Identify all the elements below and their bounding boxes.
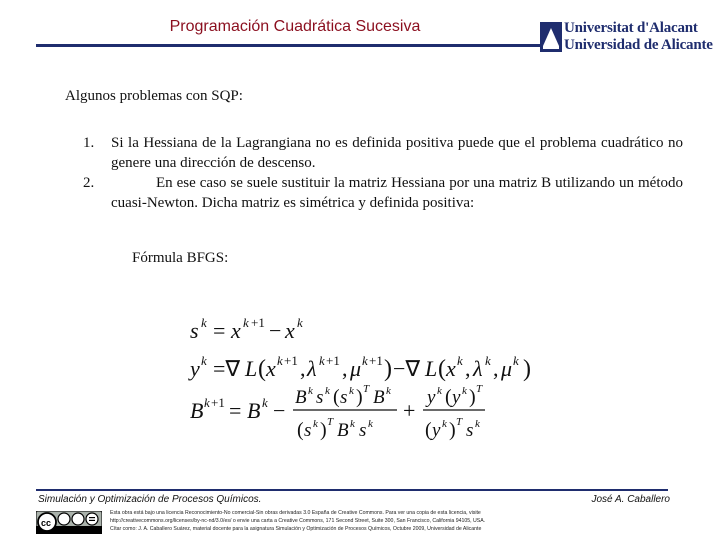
bfgs-label: Fórmula BFGS: bbox=[132, 250, 229, 266]
svg-text:+1: +1 bbox=[211, 395, 225, 410]
svg-text:s: s bbox=[316, 387, 324, 408]
svg-text:k: k bbox=[462, 385, 467, 397]
formula-bfgs-update bbox=[190, 383, 485, 441]
svg-text:+1: +1 bbox=[326, 353, 340, 368]
university-emblem-icon bbox=[540, 22, 562, 52]
page-title: Programación Cuadrática Sucesiva bbox=[169, 18, 421, 35]
svg-text:−: − bbox=[269, 318, 282, 343]
license-line: Esta obra está bajo una licencia Reconocimiento-No comercial-Sin obras derivadas 3.0 España de Creative Commons. Para ver una copia de esta licencia, visite bbox=[110, 510, 481, 516]
svg-text:s: s bbox=[190, 318, 199, 343]
list-item-number: 2. bbox=[83, 175, 95, 191]
section-subtitle: Algunos problemas con SQP: bbox=[65, 88, 243, 104]
svg-text:L: L bbox=[245, 356, 258, 381]
license-line: http://creativecommons.org/licenses/by-nc-nd/3.0/es/ o envie una carta a Creative Commons, 171 Second Street, Suite 300, San Francisco, California 94105, USA. bbox=[110, 518, 486, 524]
svg-text:−: − bbox=[273, 398, 286, 423]
svg-text:x: x bbox=[231, 318, 241, 343]
license-text bbox=[110, 509, 680, 533]
svg-text:(: ( bbox=[258, 356, 266, 382]
list-item bbox=[83, 133, 683, 173]
svg-text:λ: λ bbox=[307, 356, 317, 381]
svg-text:k: k bbox=[201, 353, 207, 368]
svg-text:k: k bbox=[243, 315, 249, 330]
svg-text:+: + bbox=[403, 398, 416, 423]
list-item-text: En ese caso se suele sustituir la matriz Hessiana por una matriz B utilizando un método cuasi-Newton. Dicha matriz es simétrica y definida positiva: bbox=[111, 175, 683, 211]
svg-text:(: ( bbox=[438, 356, 446, 382]
list-item-number: 1. bbox=[83, 135, 95, 151]
svg-text:−∇: −∇ bbox=[393, 356, 421, 381]
svg-text:y: y bbox=[452, 387, 461, 408]
svg-text:μ: μ bbox=[501, 356, 513, 381]
header-divider bbox=[36, 44, 541, 47]
svg-text:=∇: =∇ bbox=[213, 356, 241, 381]
svg-text:cc: cc bbox=[41, 518, 52, 528]
creative-commons-badge-icon bbox=[36, 511, 102, 534]
svg-text:k: k bbox=[313, 418, 318, 430]
svg-text:k: k bbox=[475, 418, 480, 430]
svg-text:s: s bbox=[359, 420, 367, 441]
svg-text:T: T bbox=[327, 416, 334, 428]
svg-text:μ: μ bbox=[350, 356, 362, 381]
svg-text:): ) bbox=[469, 386, 476, 408]
formula-s bbox=[190, 315, 303, 343]
license-line: Cítar como: J. A. Caballero Suárez, material docente para la asignatura Simulación y Optimización de Procesos Químicos, Octubre 2009, Universidad de Alicante bbox=[110, 526, 482, 532]
svg-text:k: k bbox=[325, 385, 330, 397]
svg-text:x: x bbox=[266, 356, 276, 381]
svg-text:k: k bbox=[277, 353, 283, 368]
svg-text:,: , bbox=[342, 356, 348, 381]
svg-text:k: k bbox=[368, 418, 373, 430]
svg-text:,: , bbox=[465, 356, 471, 381]
svg-text:,: , bbox=[300, 356, 306, 381]
svg-text:x: x bbox=[446, 356, 456, 381]
svg-text:k: k bbox=[349, 385, 354, 397]
svg-text:y: y bbox=[427, 387, 436, 408]
svg-text:): ) bbox=[384, 356, 392, 382]
svg-text:k: k bbox=[297, 315, 303, 330]
svg-text:): ) bbox=[356, 386, 363, 408]
footer-divider bbox=[36, 489, 668, 491]
svg-text:s: s bbox=[304, 420, 312, 441]
list-item bbox=[83, 173, 683, 213]
svg-text:): ) bbox=[320, 419, 327, 441]
svg-text:(: ( bbox=[297, 419, 304, 441]
svg-text:T: T bbox=[363, 383, 370, 395]
svg-text:k: k bbox=[262, 395, 268, 410]
svg-text:k: k bbox=[457, 353, 463, 368]
logo-line-2: Universidad de Alicante bbox=[564, 37, 713, 53]
list-item-text: Si la Hessiana de la Lagrangiana no es definida positiva puede que el problema cuadrático no genere una dirección de descenso. bbox=[111, 135, 683, 171]
svg-text:y: y bbox=[432, 420, 441, 441]
svg-text:k: k bbox=[319, 353, 325, 368]
svg-text:k: k bbox=[308, 385, 313, 397]
svg-text:x: x bbox=[285, 318, 295, 343]
formula-y bbox=[188, 353, 531, 382]
svg-text:): ) bbox=[449, 419, 456, 441]
svg-text:y: y bbox=[190, 356, 200, 381]
svg-text:B: B bbox=[190, 398, 204, 423]
bfgs-formulas bbox=[185, 308, 545, 448]
svg-text:=: = bbox=[229, 398, 242, 423]
svg-text:,: , bbox=[493, 356, 499, 381]
svg-text:λ: λ bbox=[473, 356, 483, 381]
svg-text:L: L bbox=[425, 356, 438, 381]
university-logo bbox=[540, 18, 716, 56]
svg-text:+1: +1 bbox=[369, 353, 383, 368]
svg-text:T: T bbox=[456, 416, 463, 428]
author-name: José A. Caballero bbox=[591, 494, 670, 505]
svg-text:k: k bbox=[201, 315, 207, 330]
svg-text:k: k bbox=[204, 395, 210, 410]
svg-text:k: k bbox=[350, 418, 355, 430]
svg-text:B: B bbox=[337, 420, 349, 441]
logo-line-1: Universitat d'Alacant bbox=[564, 20, 698, 36]
svg-text:=: = bbox=[213, 318, 226, 343]
svg-text:): ) bbox=[523, 356, 531, 382]
svg-text:(: ( bbox=[445, 386, 452, 408]
svg-text:B: B bbox=[247, 398, 261, 423]
problem-list bbox=[83, 133, 683, 213]
svg-text:s: s bbox=[466, 420, 474, 441]
svg-text:k: k bbox=[362, 353, 368, 368]
svg-text:B: B bbox=[373, 387, 385, 408]
svg-text:T: T bbox=[476, 383, 483, 395]
svg-text:k: k bbox=[513, 353, 519, 368]
svg-text:k: k bbox=[442, 418, 447, 430]
svg-text:(: ( bbox=[333, 386, 340, 408]
svg-text:B: B bbox=[295, 387, 307, 408]
svg-text:+1: +1 bbox=[251, 315, 265, 330]
course-name: Simulación y Optimización de Procesos Químicos. bbox=[38, 494, 262, 505]
svg-text:(: ( bbox=[425, 419, 432, 441]
svg-text:k: k bbox=[437, 385, 442, 397]
svg-text:+1: +1 bbox=[284, 353, 298, 368]
svg-text:k: k bbox=[386, 385, 391, 397]
svg-text:k: k bbox=[485, 353, 491, 368]
svg-text:s: s bbox=[340, 387, 348, 408]
